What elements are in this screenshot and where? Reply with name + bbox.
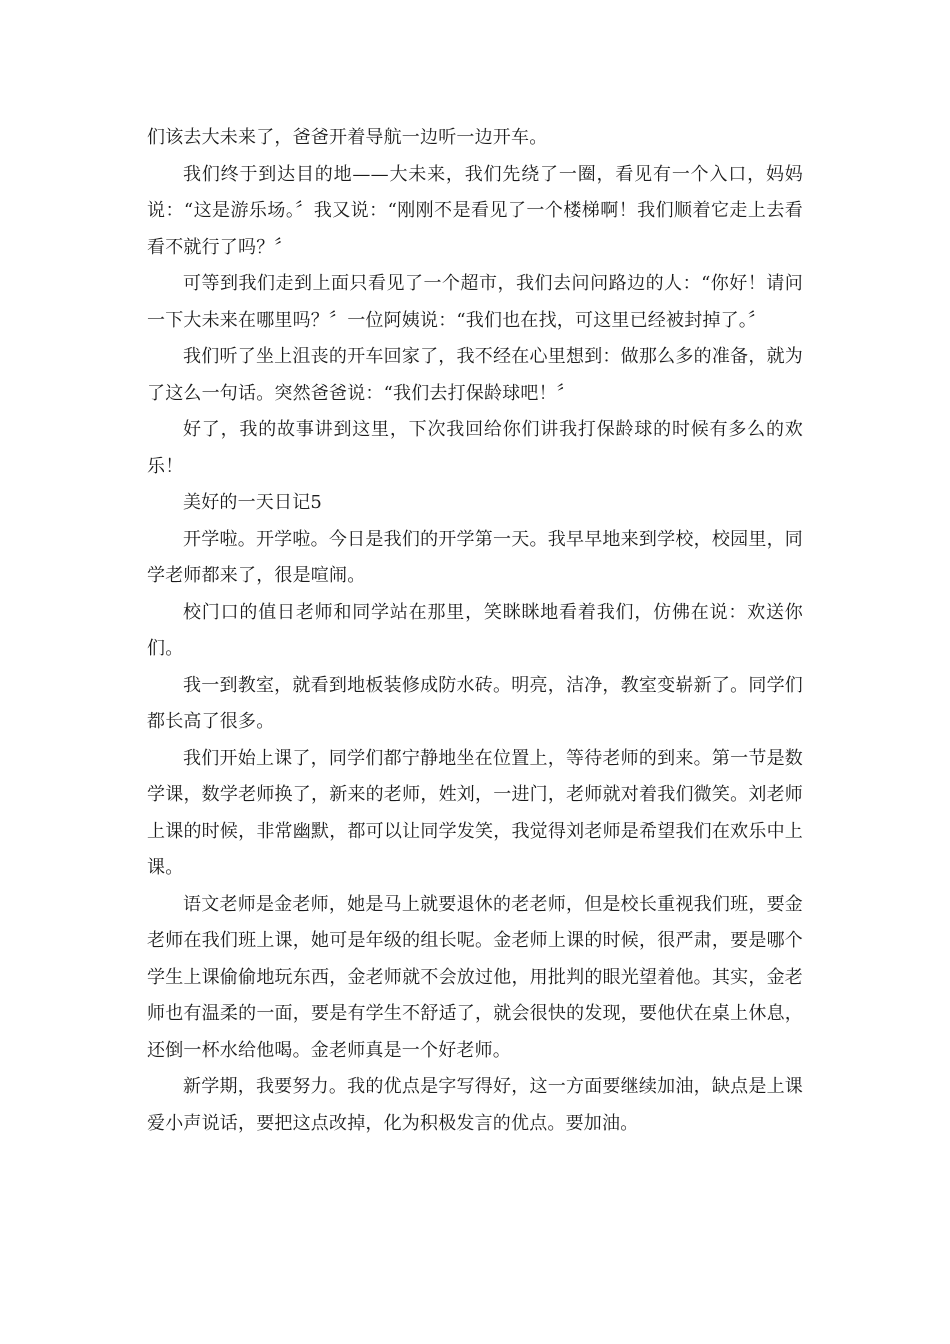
section-heading: 美好的一天日记5	[183, 492, 323, 513]
paragraph: 们该去大未来了，爸爸开着导航一边听一边开车。	[147, 127, 548, 148]
paragraph: 可等到我们走到上面只看见了一个超市，我们去问问路边的人：“你好！请问一下大未来在哪里吗？〞一位阿姨说：“我们也在找，可这里已经被封掉了。〞	[147, 273, 803, 331]
paragraph: 语文老师是金老师，她是马上就要退休的老老师，但是校长重视我们班，要金老师在我们班上课，她可是年级的组长呢。金老师上课的时候，很严肃，要是哪个学生上课偷偷地玩东西，金老师就不会放过他，用批判的眼光望着他。其实，金老师也有温柔的一面，要是有学生不舒适了，就会很快的发现，要他伏在桌上休息，还倒一杯水给他喝。金老师真是一个好老师。	[147, 893, 803, 1061]
paragraph: 好了，我的故事讲到这里，下次我回给你们讲我打保龄球的时候有多么的欢乐！	[147, 419, 803, 477]
paragraph: 我们开始上课了，同学们都宁静地坐在位置上，等待老师的到来。第一节是数学课，数学老师换了，新来的老师，姓刘，一进门，老师就对着我们微笑。刘老师上课的时候，非常幽默，都可以让同学发笑，我觉得刘老师是希望我们在欢乐中上课。	[147, 747, 803, 878]
paragraph: 新学期，我要努力。我的优点是字写得好，这一方面要继续加油，缺点是上课爱小声说话，要把这点改掉，化为积极发言的优点。要加油。	[147, 1076, 803, 1134]
document-body	[147, 120, 803, 1142]
paragraph: 我们终于到达目的地——大未来，我们先绕了一圈，看见有一个入口，妈妈说：“这是游乐场。〞我又说：“刚刚不是看见了一个楼梯啊！我们顺着它走上去看看不就行了吗？〞	[147, 163, 803, 258]
paragraph: 我一到教室，就看到地板装修成防水砖。明亮，洁净，教室变崭新了。同学们都长高了很多。	[147, 674, 803, 732]
paragraph: 校门口的值日老师和同学站在那里，笑眯眯地看着我们，仿佛在说：欢送你们。	[147, 601, 803, 659]
paragraph: 开学啦。开学啦。今日是我们的开学第一天。我早早地来到学校，校园里，同学老师都来了，很是喧闹。	[147, 528, 803, 586]
paragraph: 我们听了坐上沮丧的开车回家了，我不经在心里想到：做那么多的准备，就为了这么一句话。突然爸爸说：“我们去打保龄球吧！〞	[147, 346, 803, 404]
